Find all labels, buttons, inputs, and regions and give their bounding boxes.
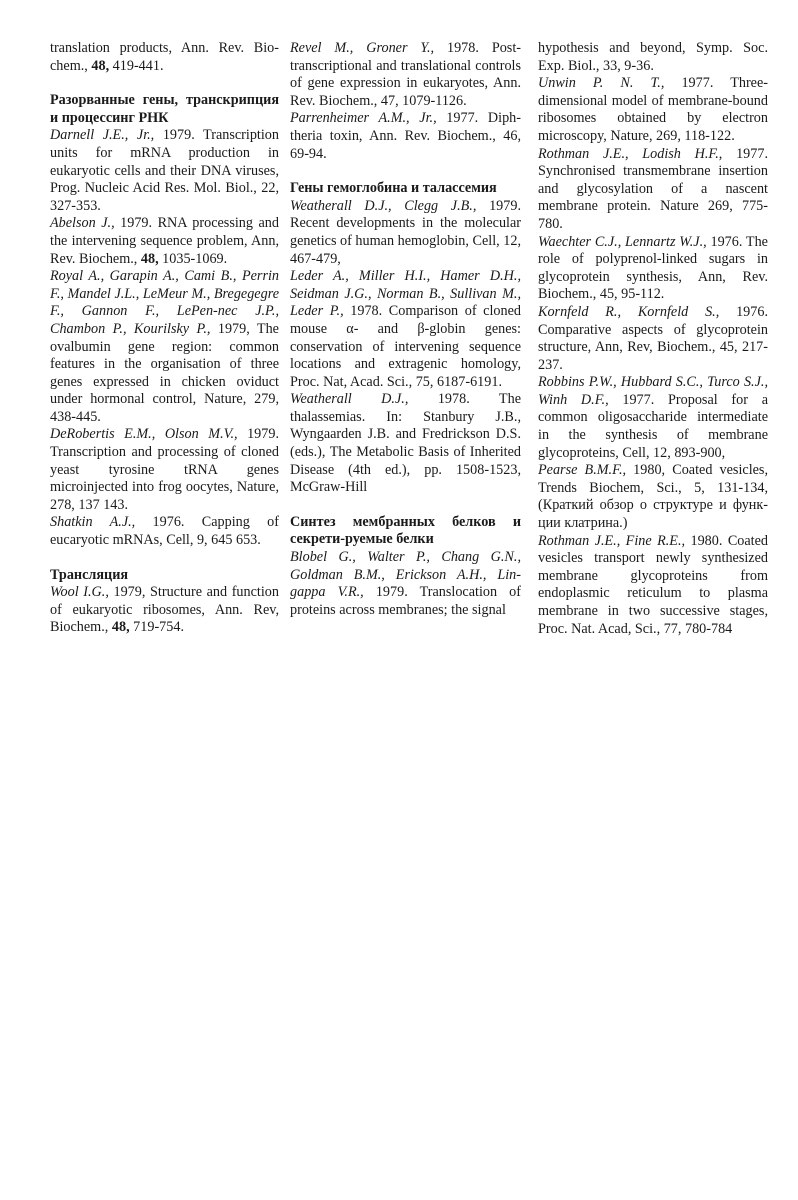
reference-entry: Shatkin A.J., 1976. Capping of eucaryotic mRNAs, Cell, 9, 645 653.	[50, 514, 280, 549]
reference-entry: Royal A., Garapin A., Cami B., Perrin F., Mandel J.L., LeMeur M., Bregegegre F., Gannon F., LePen-nec J.P., Chambon P., Kourilsky P., 1979, The ovalbumin gene region: common features in the organisation of three genes expressed in chicken oviduct under hormonal control, Nature, 279, 438-445.	[50, 268, 279, 425]
reference-entry: Darnell J.E., Jr., 1979. Transcription units for mRNA production in eukaryotic cells and their DNA viruses, Prog. Nucleic Acid Res. Mol. Biol., 22, 327-353.	[50, 127, 279, 214]
reference-entry: Parrenheimer A.M., Jr., 1977. Diph-theria toxin, Ann. Rev. Biochem., 46, 69-94.	[290, 110, 521, 162]
reference-entry: Rothman J.E., Lodish H.F., 1977. Synchronised transmembrane insertion and glycosylation of a nascent membrane protein. Nature 269, 775-780.	[538, 145, 768, 232]
reference-entry: Leder A., Miller H.I., Hamer D.H., Seidman J.G., Norman B., Sullivan M., Leder P., 1978. Comparison of cloned mouse α- and β-globin genes: conservation of intervening sequence locations and extragenic homology, Proc. Nat, Acad. Sci., 75, 6187-6191.	[290, 268, 521, 390]
column-2	[290, 40, 521, 619]
column-1	[50, 40, 279, 637]
section-heading: Синтез мембранных белков и секрети-руемые белки	[290, 513, 521, 548]
reference-entry: Robbins P.W., Hubbard S.C., Turco S.J., Winh D.F., 1977. Proposal for a common oligosaccharide intermediate in the synthesis of membrane glycoproteins, Cell, 12, 893-900,	[538, 374, 768, 461]
section-heading: Гены гемоглобина и талассемия	[290, 180, 497, 197]
section-heading: Трансляция	[50, 566, 129, 583]
reference-entry: Revel M., Groner Y., 1978. Post-transcriptional and translational controls of gene expression in eukaryotes, Ann. Rev. Biochem., 47, 1079-1126.	[290, 40, 521, 109]
reference-entry: Kornfeld R., Kornfeld S., 1976. Comparative aspects of glycoprotein structure, Ann, Rev, Biochem., 45, 217-237.	[538, 303, 768, 373]
reference-entry: Waechter C.J., Lennartz W.J., 1976. The role of polyprenol-linked sugars in glycoprotein synthesis, Ann, Rev. Biochem., 45, 95-112.	[538, 233, 768, 303]
reference-entry: Weatherall D.J., Clegg J.B., 1979. Recent developments in the molecular genetics of human hemoglobin, Cell, 12, 467-479,	[290, 197, 521, 267]
column-3	[538, 40, 768, 638]
reference-entry: Abelson J., 1979. RNA processing and the intervening sequence problem, Ann, Rev. Biochem., 48, 1035-1069.	[50, 215, 279, 267]
reference-entry: translation products, Ann. Rev. Bio-chem., 48, 419-441.	[50, 40, 279, 74]
reference-entry: Pearse B.M.F., 1980, Coated vesicles, Trends Biochem, Sci., 5, 131-134, (Краткий обзор о структуре и функ-ции клатрина.)	[538, 462, 768, 532]
reference-entry: Rothman J.E., Fine R.E., 1980. Coated vesicles transport newly synthesized membrane glycoproteins from endoplasmic reticulum to plasma membrane in two successive stages, Proc. Nat. Acad, Sci., 77, 780-784	[538, 532, 769, 637]
reference-entry: Wool I.G., 1979, Structure and function of eukaryotic ribosomes, Ann. Rev, Biochem., 48, 719-754.	[50, 584, 279, 636]
reference-entry: Weatherall D.J., 1978. The thalassemias. In: Stanbury J.B., Wyngaarden J.B. and Fredrickson D.S. (eds.), The Metabolic Basis of Inherited Disease (4th ed.), pp. 1508-1523, McGraw-Hill	[290, 391, 521, 496]
section-heading: Разорванные гены, транскрипция и процессинг РНК	[50, 92, 279, 126]
reference-entry: Unwin P. N. T., 1977. Three-dimensional model of membrane-bound ribosomes obtained by electron microscopy, Nature, 269, 118-122.	[538, 75, 769, 144]
reference-entry: Blobel G., Walter P., Chang G.N., Goldman B.M., Erickson A.H., Lin-gappa V.R., 1979. Translocation of proteins across membranes; the signal	[290, 549, 521, 618]
reference-entry: DeRobertis E.M., Olson M.V., 1979. Transcription and processing of cloned yeast tyrosine tRNA genes microinjected into frog oocytes, Nature, 278, 137 143.	[50, 426, 280, 513]
reference-entry: hypothesis and beyond, Symp. Soc. Exp. Biol., 33, 9-36.	[538, 40, 768, 74]
